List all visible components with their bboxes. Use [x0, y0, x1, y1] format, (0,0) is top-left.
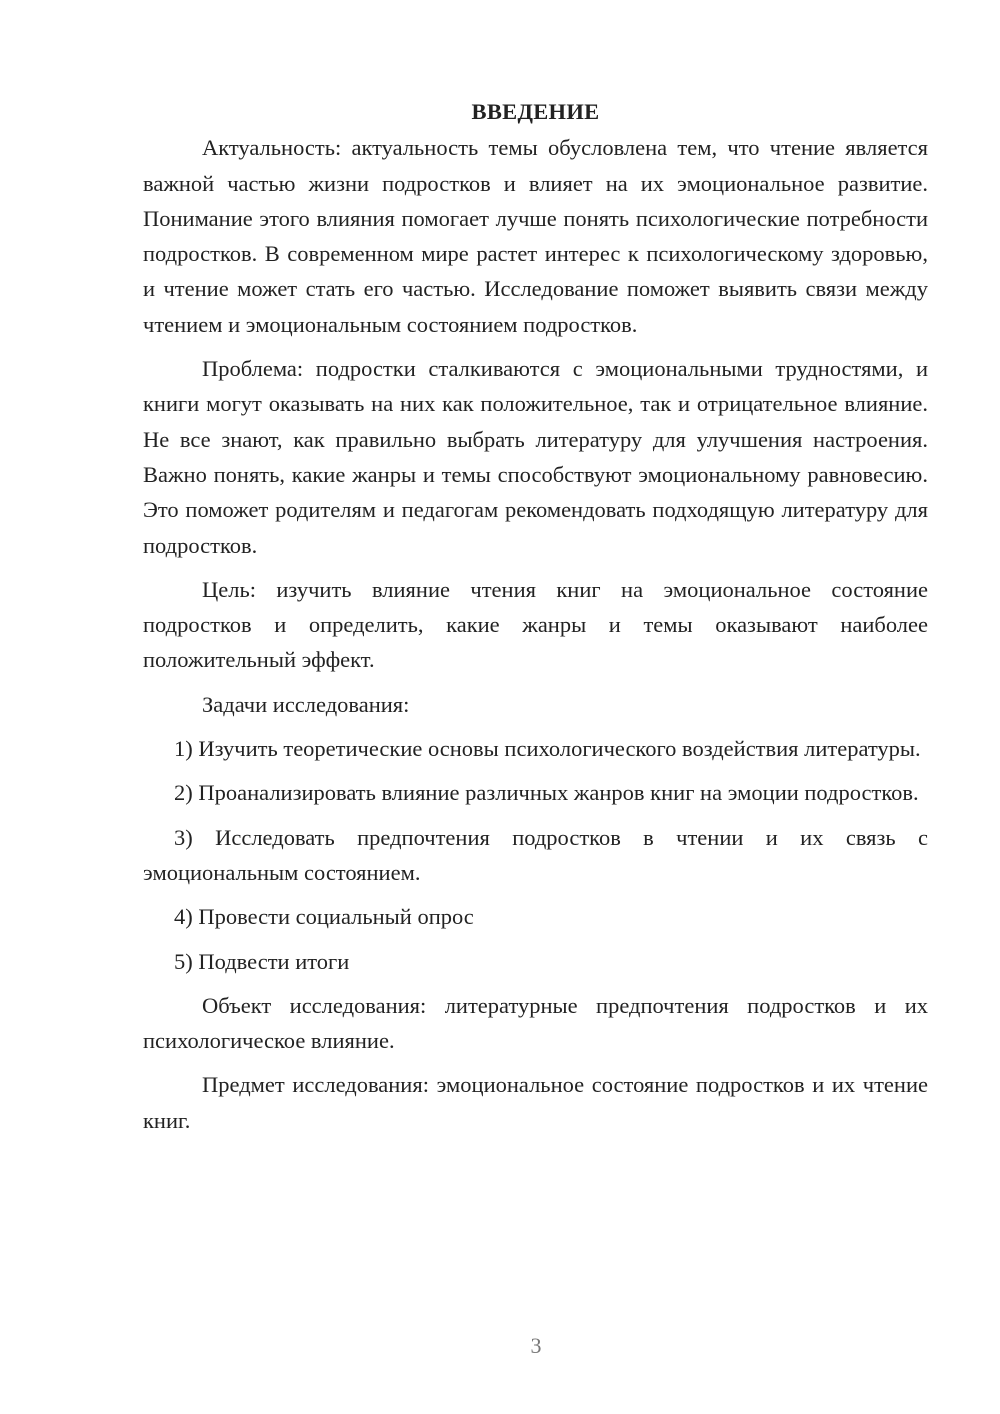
subject-paragraph: Предмет исследования: эмоциональное состояние подростков и их чтение книг. — [143, 1072, 928, 1133]
page-number: 3 — [530, 1333, 542, 1358]
task-item-5: 5) Подвести итоги — [174, 948, 350, 974]
page-content — [143, 94, 928, 1147]
object-paragraph: Объект исследования: литературные предпочтения подростков и их психологическое влияние. — [143, 992, 928, 1054]
problem-paragraph: Проблема: подростки сталкиваются с эмоциональными трудностями, и книги могут оказывать на них как положительное, так и отрицательное влияние. Не все знают, как правильно выбрать литературу для улучшения настроения. Важно понять, какие жанры и темы способствуют эмоциональному равновесию. Это поможет родителям и педагогам рекомендовать подходящую литературу для подростков. — [143, 356, 928, 558]
goal-paragraph: Цель: изучить влияние чтения книг на эмоциональное состояние подростков и определить, какие жанры и темы оказывают наиболее положительный эффект. — [143, 576, 928, 673]
relevance-paragraph: Актуальность: актуальность темы обусловлена тем, что чтение является важной частью жизни подростков и влияет на их эмоциональное развитие. Понимание этого влияния помогает лучше понять психологические потребности подростков. В современном мире растет интерес к психологическому здоровью, и чтение может стать его частью. Исследование поможет выявить связи между чтением и эмоциональным состоянием подростков. — [143, 135, 928, 337]
tasks-heading: Задачи исследования: — [202, 691, 410, 717]
task-item-4: 4) Провести социальный опрос — [174, 904, 474, 930]
task-item-2: 2) Проанализировать влияние различных жанров книг на эмоции подростков. — [174, 780, 919, 806]
task-item-3: 3) Исследовать предпочтения подростков в чтении и их связь с эмоциональным состоянием. — [143, 824, 928, 885]
page-title: ВВЕДЕНИЕ — [471, 99, 600, 124]
task-item-1: 1) Изучить теоретические основы психологического воздействия литературы. — [174, 736, 921, 762]
